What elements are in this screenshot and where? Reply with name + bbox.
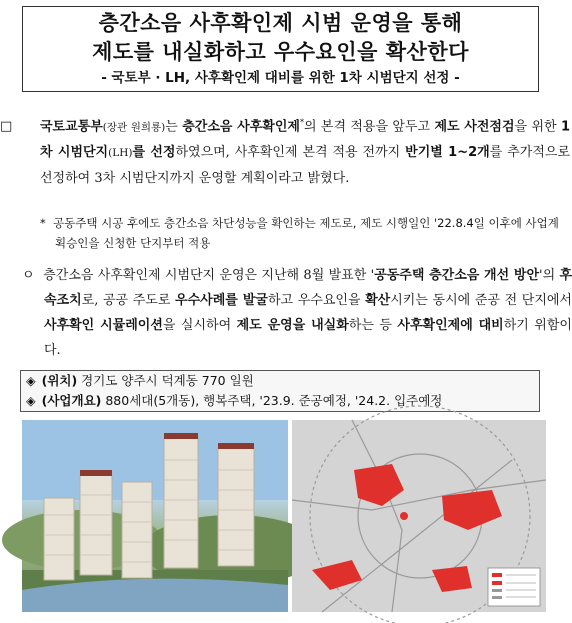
- subtitle: - 국토부 · LH, 사후확인제 대비를 위한 1차 시범단지 선정 -: [101, 70, 460, 86]
- para2-emph: 사후확인제에 대비: [397, 318, 504, 333]
- title-line-1: 층간소음 사후확인제 시범 운영을 통해: [98, 11, 463, 35]
- para1-text: 의 본격 적용을 앞두고: [303, 119, 435, 135]
- para1-emph: 제도 사전점검: [434, 119, 515, 135]
- location-map-image: [292, 420, 546, 612]
- para2-emph: 공동주택 층간소음 개선 방안: [374, 268, 539, 283]
- para1-text: 을 위한: [514, 119, 561, 135]
- para2-emph: 확산: [365, 293, 391, 308]
- para1-text: 는: [165, 119, 183, 135]
- square-bullet-icon: □: [0, 119, 13, 135]
- diamond-icon: ◈: [26, 373, 36, 388]
- para2-text: 로, 공공 주도로: [81, 293, 176, 308]
- para1-emph: 1차 시범단지: [40, 119, 570, 161]
- para2-emph: 사후확인 시뮬레이션: [44, 318, 163, 333]
- footnote: [40, 213, 560, 253]
- paragraph-2: [22, 263, 572, 363]
- para2-text: 하고 우수요인을: [267, 293, 366, 308]
- para1-emph: 를 선정: [132, 145, 176, 161]
- para1-emph: 층간소음 사후확인제: [182, 119, 300, 135]
- ministry-name: 국토교통부: [40, 119, 103, 135]
- para1-lh: (LH): [108, 147, 133, 160]
- para2-text: 하는 등: [348, 318, 398, 333]
- title-line-2: 제도를 내실화하고 우수요인을 확산한다: [92, 40, 469, 64]
- para2-emph: 후속조치: [44, 268, 572, 308]
- apartment-rendering-svg: [22, 420, 288, 612]
- paragraph-1: [0, 110, 570, 191]
- circle-bullet-icon: ㅇ: [22, 268, 35, 283]
- apartment-rendering-image: [22, 420, 288, 612]
- footnote-mark: *: [299, 118, 304, 127]
- location-map-svg: [292, 420, 546, 612]
- footnote-text: 공동주택 시공 후에도 층간소음 차단성능을 확인하는 제도로, 제도 시행일인 '22.8.4일 이후에 사업계획승인을 신청한 단지부터 적용: [53, 216, 559, 250]
- location-value: 경기도 양주시 덕계동 770 일원: [77, 373, 254, 388]
- title-box: [22, 6, 539, 92]
- diamond-icon: ◈: [26, 393, 36, 408]
- para1-emph: 반기별 1~2개: [405, 145, 490, 161]
- overview-value: 880세대(5개동), 행복주택, '23.9. 준공예정, '24.2. 입주예정: [101, 393, 443, 408]
- para2-text: 층간소음 사후확인제 시범단지 운영은 지난해 8월 발표한 ': [43, 268, 375, 283]
- para2-text: 하기 위함이다.: [44, 318, 572, 358]
- minister-note: (장관 원희룡): [102, 121, 166, 134]
- para2-text: '의: [539, 268, 560, 283]
- para2-emph: 제도 운영을 내실화: [236, 318, 349, 333]
- location-row: [21, 371, 539, 391]
- photo-strip: [22, 420, 546, 612]
- project-info-box: [20, 370, 540, 412]
- overview-label: (사업개요): [41, 393, 102, 408]
- para2-text: 을 실시하여: [162, 318, 237, 333]
- overview-row: [21, 391, 539, 411]
- para1-text: 를 추가적으로 선정하여 3차 시범단지까지 운영할 계획이라고 밝혔다.: [40, 145, 570, 187]
- location-label: (위치): [41, 373, 78, 388]
- para2-emph: 우수사례를 발굴: [175, 293, 268, 308]
- footnote-star: *: [40, 216, 46, 230]
- para1-text: 하였으며, 사후확인제 본격 적용 전까지: [175, 145, 406, 161]
- para2-text: 시키는 동시에 준공 전 단지에서: [390, 293, 572, 308]
